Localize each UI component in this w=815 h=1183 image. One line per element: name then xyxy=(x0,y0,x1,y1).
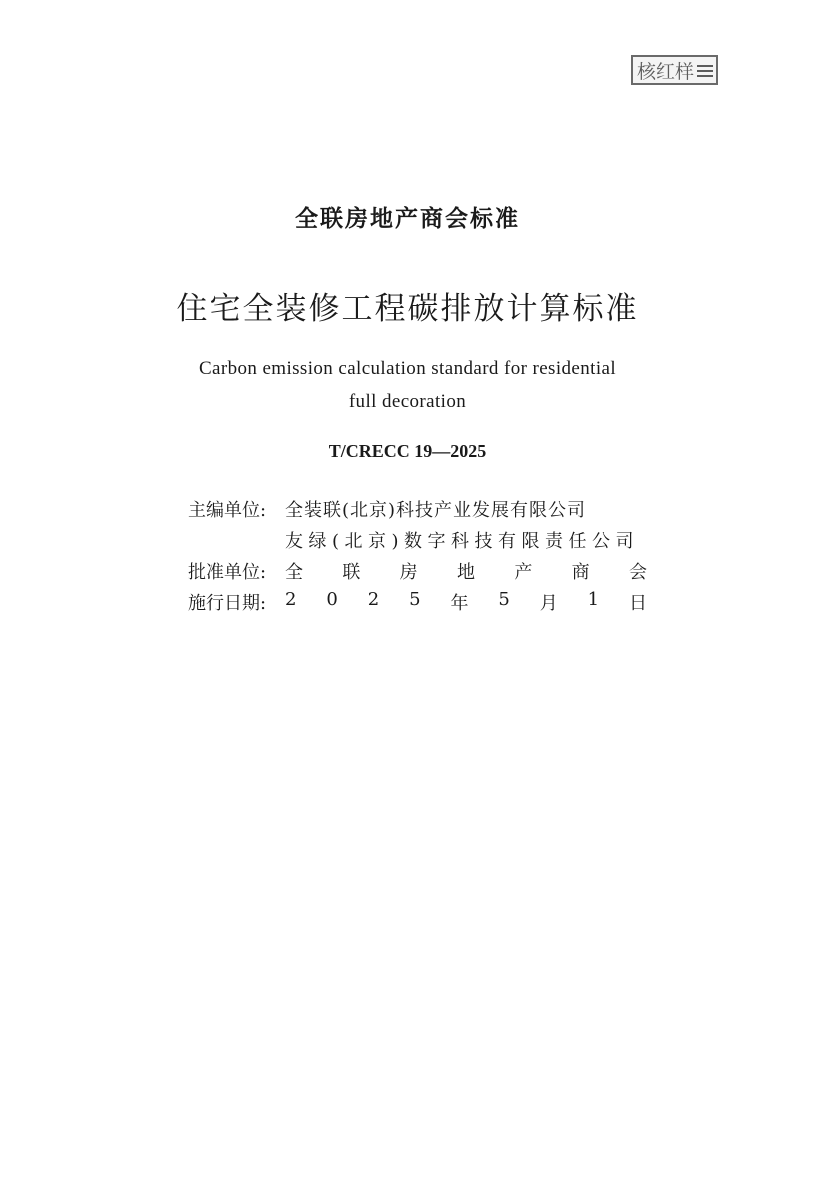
date-char: 2 xyxy=(367,588,380,610)
organization-title: 全联房地产商会标准 xyxy=(295,206,520,232)
approver-value xyxy=(285,558,647,584)
approver-char: 会 xyxy=(628,561,647,583)
approver-char: 地 xyxy=(456,561,475,583)
date-char: 1 xyxy=(587,588,600,610)
approver-char: 房 xyxy=(399,561,418,583)
approval-stamp xyxy=(631,55,718,85)
approver-char: 商 xyxy=(571,561,590,583)
publication-info xyxy=(188,493,658,617)
editor-row xyxy=(188,493,658,524)
approver-label: 批准单位: xyxy=(188,561,267,583)
english-title-line-1: Carbon emission calculation standard for residential xyxy=(198,358,617,379)
date-char: 5 xyxy=(409,588,421,610)
standard-title: 住宅全装修工程碳排放计算标准 xyxy=(176,291,639,327)
date-char: 月 xyxy=(539,592,558,614)
standard-code: T/CRECC 19—2025 xyxy=(328,441,487,461)
approver-char: 产 xyxy=(514,561,533,583)
english-title-line-2: full decoration xyxy=(348,391,467,412)
equals-mark-icon xyxy=(697,63,713,77)
english-title xyxy=(0,352,815,418)
date-char: 年 xyxy=(450,592,469,614)
date-label: 施行日期: xyxy=(188,592,267,614)
approver-char: 全 xyxy=(285,561,303,583)
approver-char: 联 xyxy=(342,561,361,583)
date-char: 2 xyxy=(285,588,297,610)
date-value xyxy=(285,589,647,615)
date-char: 5 xyxy=(498,588,510,610)
approver-row xyxy=(188,555,658,586)
editor-label: 主编单位: xyxy=(188,499,267,521)
date-row xyxy=(188,586,658,617)
date-char: 0 xyxy=(326,588,338,610)
editor-value-1: 全装联(北京)科技产业发展有限公司 xyxy=(285,499,587,521)
stamp-text: 核红样 xyxy=(637,60,695,83)
editor-value-2: 友绿(北京)数字科技有限责任公司 xyxy=(285,530,640,552)
editor-row-2 xyxy=(188,524,658,555)
date-char: 日 xyxy=(628,592,647,614)
